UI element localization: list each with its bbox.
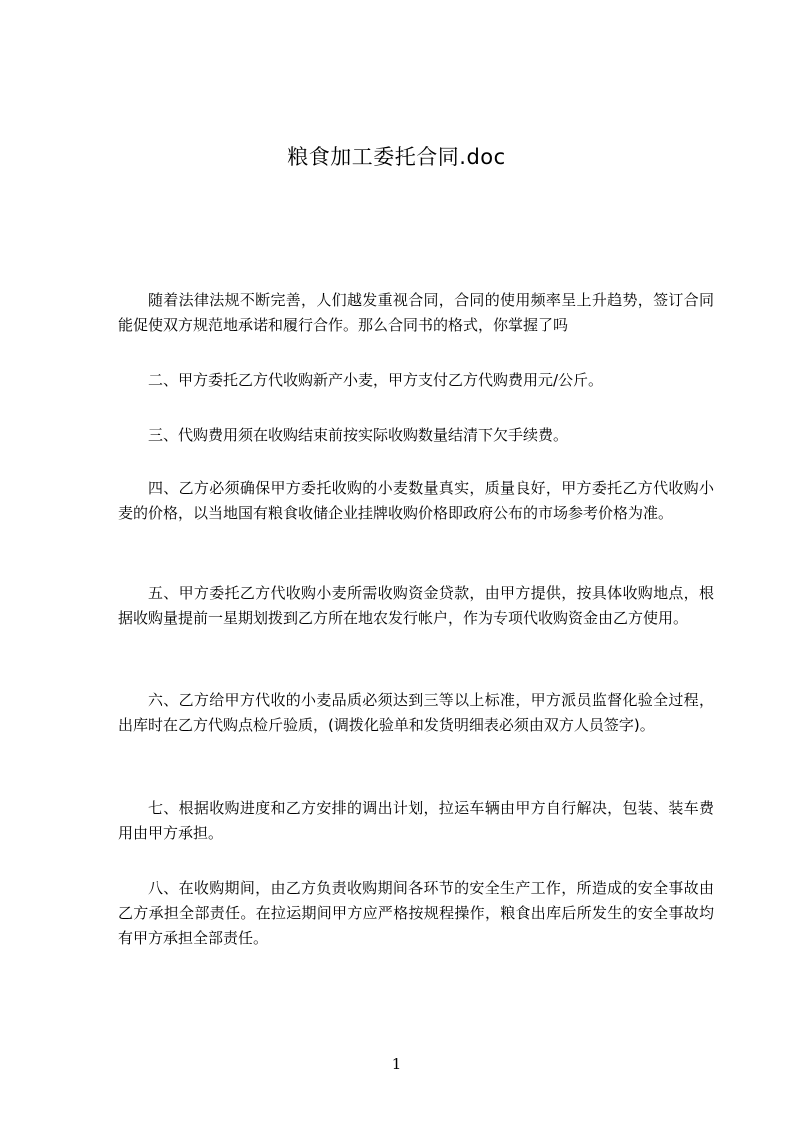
clause-2-paragraph: 二、甲方委托乙方代收购新产小麦，甲方支付乙方代购费用元/公斤。 [148, 371, 604, 389]
clause-4-paragraph: 四、乙方必须确保甲方委托收购的小麦数量真实，质量良好，甲方委托乙方代收购小麦的价格，以当地国有粮食收储企业挂牌收购价格即政府公布的市场参考价格为准。 [118, 479, 714, 522]
page-number: 1 [391, 1055, 402, 1073]
clause-3-paragraph: 三、代购费用须在收购结束前按实际收购数量结清下欠手续费。 [148, 426, 569, 444]
document-title: 粮食加工委托合同.doc [287, 145, 506, 169]
clause-6-paragraph: 六、乙方给甲方代收的小麦品质必须达到三等以上标准，甲方派员监督化验全过程，出库时在乙方代购点检斤验质，(调拨化验单和发货明细表必须由双方人员签字)。 [118, 691, 714, 734]
clause-5-paragraph: 五、甲方委托乙方代收购小麦所需收购资金贷款，由甲方提供，按具体收购地点，根据收购量提前一星期划拨到乙方所在地农发行帐户，作为专项代收购资金由乙方使用。 [118, 584, 714, 627]
intro-paragraph: 随着法律法规不断完善，人们越发重视合同，合同的使用频率呈上升趋势，签订合同能促使双方规范地承诺和履行合作。那么合同书的格式，你掌握了吗 [118, 291, 714, 334]
clause-7-paragraph: 七、根据收购进度和乙方安排的调出计划，拉运车辆由甲方自行解决，包装、装车费用由甲方承担。 [118, 799, 714, 842]
clause-8-paragraph: 八、在收购期间，由乙方负责收购期间各环节的安全生产工作，所造成的安全事故由乙方承担全部责任。在拉运期间甲方应严格按规程操作，粮食出库后所发生的安全事故均有甲方承担全部责任。 [118, 879, 714, 947]
